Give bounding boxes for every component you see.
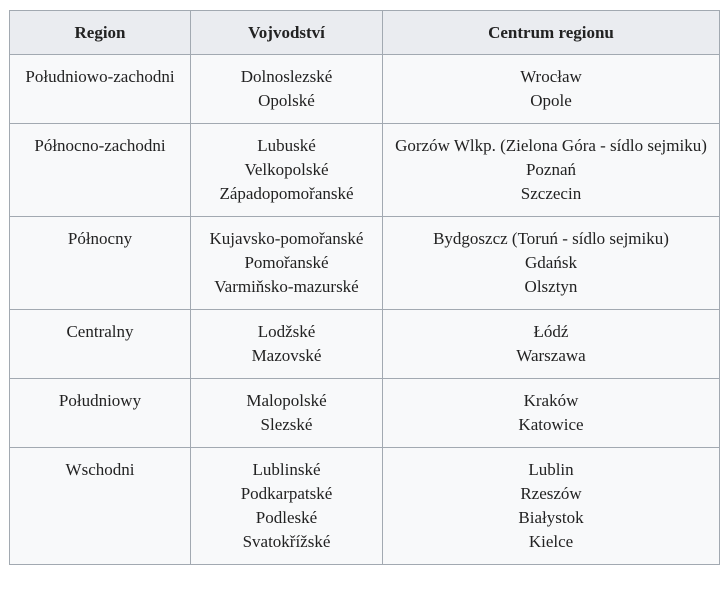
region-cell: Północno-zachodni [10,124,191,217]
centrum-item: Białystok [518,508,584,527]
vojvodstvi-item: Mazovské [251,346,322,365]
centrum-item: Warszawa [516,346,586,365]
vojvodstvi-cell [191,310,383,379]
region-cell: Północny [10,217,191,310]
centrum-item: Wrocław [520,67,582,86]
centrum-item: Bydgoszcz (Toruń - sídlo sejmiku) [433,229,669,248]
table-row [10,379,720,448]
table-row [10,448,720,565]
centrum-item: Lublin [528,460,574,479]
centrum-item: Szczecin [520,184,582,203]
centrum-item: Rzeszów [520,484,582,503]
vojvodstvi-item: Svatokřížské [242,532,331,551]
centrum-item: Łódź [533,322,569,341]
centrum-cell [383,217,720,310]
region-cell: Południowy [10,379,191,448]
vojvodstvi-item: Pomořanské [244,253,329,272]
centrum-item: Olsztyn [524,277,578,296]
vojvodstvi-item: Slezské [260,415,313,434]
vojvodstvi-item: Podleské [255,508,318,527]
centrum-item: Kielce [528,532,574,551]
vojvodstvi-item: Opolské [258,91,315,110]
region-cell: Południowo-zachodni [10,55,191,124]
vojvodstvi-cell [191,55,383,124]
centrum-item: Gorzów Wlkp. (Zielona Góra - sídlo sejmiku) [395,136,707,155]
centrum-item: Katowice [518,415,584,434]
vojvodstvi-item: Lodžské [257,322,316,341]
table-row [10,55,720,124]
centrum-item: Gdańsk [525,253,577,272]
region-cell: Wschodni [10,448,191,565]
vojvodstvi-item: Dolnoslezské [240,67,333,86]
header-region: Region [10,11,191,55]
vojvodstvi-item: Lublinské [252,460,321,479]
vojvodstvi-item: Velkopolské [244,160,329,179]
vojvodstvi-cell [191,448,383,565]
vojvodstvi-cell [191,217,383,310]
header-centrum: Centrum regionu [383,11,720,55]
vojvodstvi-cell [191,379,383,448]
vojvodstvi-item: Varmiňsko-mazurské [214,277,359,296]
centrum-cell [383,310,720,379]
vojvodstvi-item: Kujavsko-pomořanské [209,229,364,248]
centrum-cell [383,124,720,217]
region-cell: Centralny [10,310,191,379]
centrum-item: Kraków [523,391,579,410]
centrum-cell [383,55,720,124]
vojvodstvi-item: Malopolské [246,391,327,410]
table-row [10,124,720,217]
vojvodstvi-item: Západopomořanské [219,184,354,203]
vojvodstvi-item: Lubuské [257,136,316,155]
vojvodstvi-cell [191,124,383,217]
vojvodstvi-item: Podkarpatské [240,484,333,503]
regions-table [9,10,720,565]
header-vojvodstvi: Vojvodství [191,11,383,55]
centrum-cell [383,379,720,448]
centrum-cell [383,448,720,565]
centrum-item: Opole [530,91,572,110]
table-row [10,217,720,310]
centrum-item: Poznań [525,160,577,179]
header-row [10,11,720,55]
table-row [10,310,720,379]
